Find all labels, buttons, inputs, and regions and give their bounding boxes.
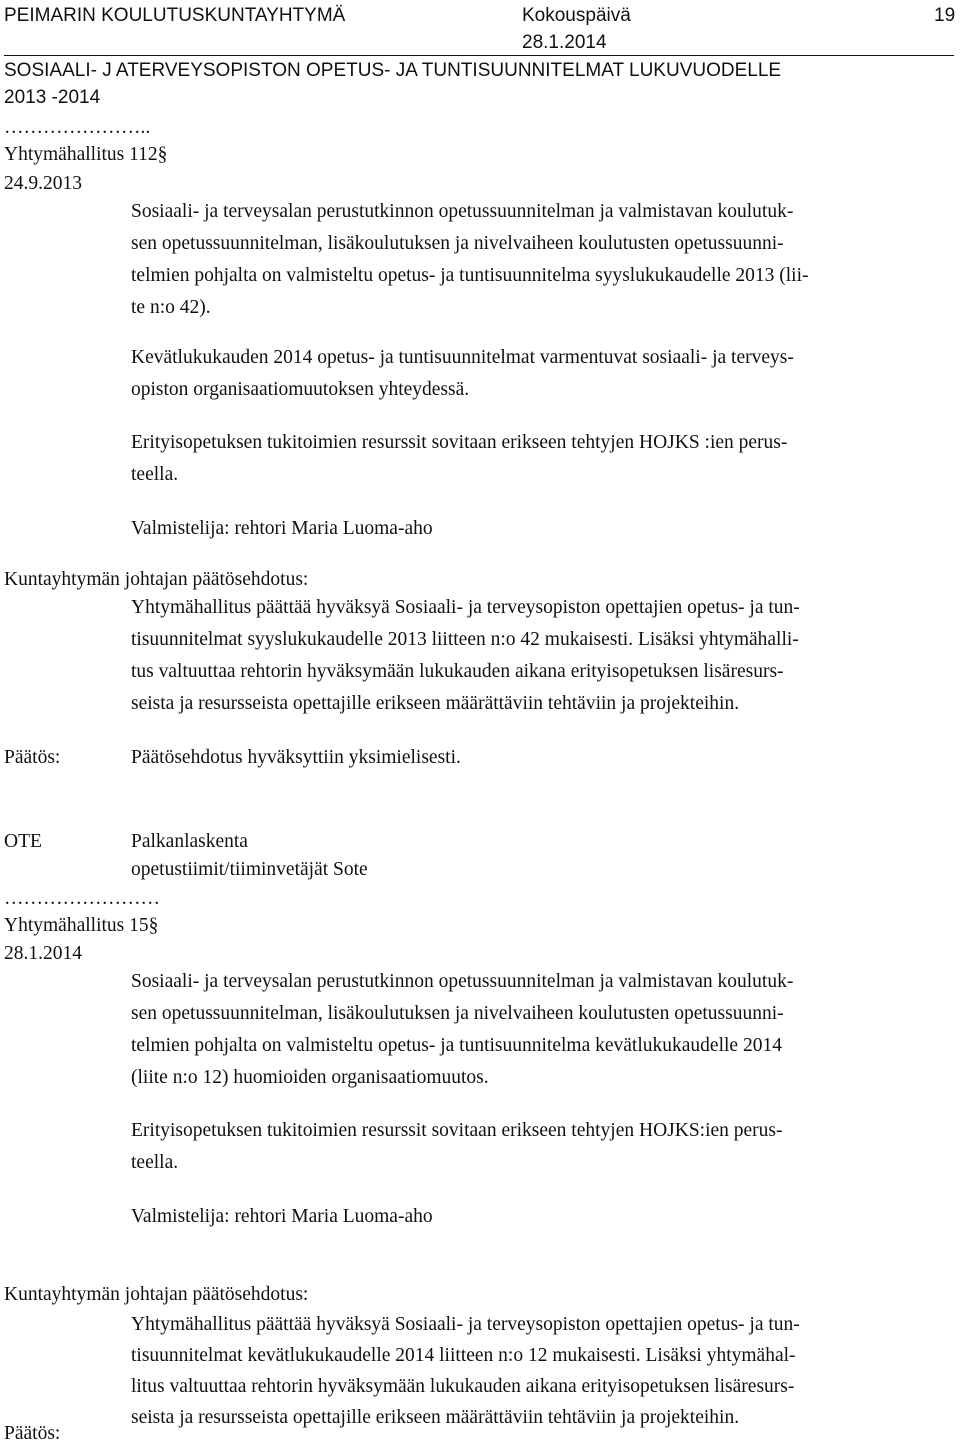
paragraph-line: telmien pohjalta on valmisteltu opetus- ja tuntisuunnitelma syyslukukaudelle 2013 (lii- [131, 265, 809, 286]
paragraph-line: tisuunnitelmat kevätlukukaudelle 2014 liitteen n:o 12 mukaisesti. Lisäksi yhtymähal- [131, 1345, 796, 1366]
paragraph-line: Kevätlukukauden 2014 opetus- ja tuntisuunnitelmat varmentuvat sosiaali- ja terveys- [131, 347, 794, 368]
meeting-date: 28.1.2014 [522, 32, 607, 53]
paragraph-line: te n:o 42). [131, 297, 211, 318]
header-rule [4, 55, 954, 56]
preparer-line: Valmistelija: rehtori Maria Luoma-aho [131, 1206, 433, 1227]
board-reference: Yhtymähallitus 15§ [4, 915, 159, 936]
background-paragraph [131, 966, 946, 1094]
meeting-date-label: Kokouspäivä [522, 5, 631, 26]
paragraph-line: sen opetussuunnitelman, lisäkoulutuksen ja nivelvaiheen koulutusten opetussuunni- [131, 1003, 784, 1024]
paragraph-line: Yhtymähallitus päättää hyväksyä Sosiaali- ja terveysopiston opettajien opetus- ja tun- [131, 1314, 800, 1335]
special-education-paragraph [131, 1115, 946, 1179]
decision-label: Päätös: [4, 747, 61, 768]
separator-dots: ………………….. [4, 117, 151, 138]
document-title-line2: 2013 -2014 [4, 87, 101, 108]
page-number: 19 [934, 5, 956, 26]
paragraph-line: Erityisopetuksen tukitoimien resurssit sovitaan erikseen tehtyjen HOJKS:ien perus- [131, 1120, 783, 1141]
paragraph-line: tus valtuuttaa rehtorin hyväksymään lukukauden aikana erityisopetuksen lisäresurs- [131, 661, 784, 682]
paragraph-line: seista ja resursseista opettajille erikseen määrättäviin tehtäviin ja projekteihin. [131, 1407, 740, 1428]
board-reference: Yhtymähallitus 112§ [4, 144, 168, 165]
organization-name: PEIMARIN KOULUTUSKUNTAYHTYMÄ [4, 5, 346, 26]
paragraph-line: sen opetussuunnitelman, lisäkoulutuksen ja nivelvaiheen koulutusten opetussuunni- [131, 233, 784, 254]
paragraph-line: seista ja resursseista opettajille erikseen määrättäviin tehtäviin ja projekteihin. [131, 693, 740, 714]
background-paragraph [131, 196, 946, 324]
board-reference-date: 28.1.2014 [4, 943, 82, 964]
extract-recipient: Palkanlaskenta [131, 831, 248, 852]
spring-plan-paragraph [131, 342, 946, 406]
paragraph-line: Yhtymähallitus päättää hyväksyä Sosiaali- ja terveysopiston opettajien opetus- ja tun- [131, 597, 800, 618]
document-title-line1: SOSIAALI- J ATERVEYSOPISTON OPETUS- JA TUNTISUUNNITELMAT LUKUVUODELLE [4, 60, 782, 81]
paragraph-line: litus valtuuttaa rehtorin hyväksymään lukukauden aikana erityisopetuksen lisäresurs- [131, 1376, 795, 1397]
paragraph-line: tisuunnitelmat syyslukukaudelle 2013 liitteen n:o 42 mukaisesti. Lisäksi yhtymähalli- [131, 629, 799, 650]
proposal-label: Kuntayhtymän johtajan päätösehdotus: [4, 1284, 309, 1305]
proposal-paragraph [131, 1309, 946, 1433]
paragraph-line: Sosiaali- ja terveysalan perustutkinnon opetussuunnitelman ja valmistavan koulutuk- [131, 201, 794, 222]
decision-label: Päätös: [4, 1423, 61, 1444]
paragraph-line: (liite n:o 12) huomioiden organisaatiomuutos. [131, 1067, 489, 1088]
proposal-label: Kuntayhtymän johtajan päätösehdotus: [4, 569, 309, 590]
proposal-paragraph [131, 592, 946, 720]
board-reference-date: 24.9.2013 [4, 173, 82, 194]
separator-dots: …………………… [4, 888, 160, 909]
paragraph-line: opiston organisaatiomuutoksen yhteydessä. [131, 379, 470, 400]
decision-text: Päätösehdotus hyväksyttiin yksimielisesti. [131, 747, 461, 768]
paragraph-line: teella. [131, 1152, 179, 1173]
paragraph-line: Erityisopetuksen tukitoimien resurssit sovitaan erikseen tehtyjen HOJKS :ien perus- [131, 432, 788, 453]
paragraph-line: teella. [131, 464, 179, 485]
paragraph-line: telmien pohjalta on valmisteltu opetus- ja tuntisuunnitelma kevätlukukaudelle 2014 [131, 1035, 782, 1056]
special-education-paragraph [131, 427, 946, 491]
extract-recipient: opetustiimit/tiiminvetäjät Sote [131, 859, 368, 880]
extract-label: OTE [4, 831, 42, 852]
preparer-line: Valmistelija: rehtori Maria Luoma-aho [131, 518, 433, 539]
paragraph-line: Sosiaali- ja terveysalan perustutkinnon opetussuunnitelman ja valmistavan koulutuk- [131, 971, 794, 992]
